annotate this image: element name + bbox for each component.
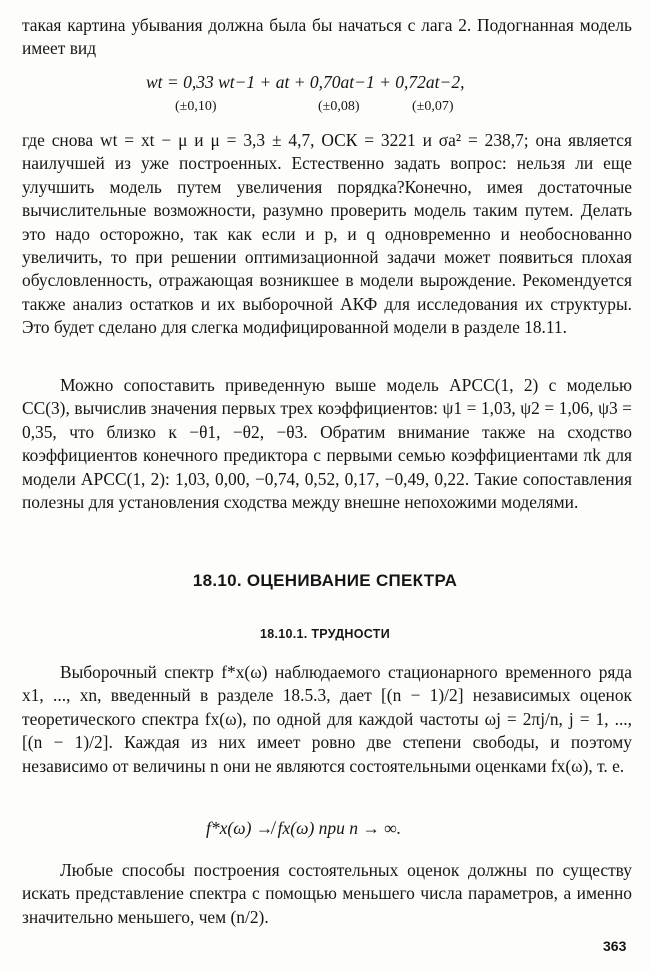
standard-error-1: (±0,10) <box>175 99 217 114</box>
paragraph-comparison: Можно сопоставить приведенную выше модель АРСС(1, 2) с моделью СС(3), вычислив значения первых трех коэффициентов: ψ1 = 1,03, ψ2 = 1,06, ψ3 = 0,35, что близко к −θ1, −θ2, −θ3. Обратим внимание также на сходство коэффициентов конечного предиктора с первыми семью коэффициентами πk для модели АРСС(1, 2): 1,03, 0,00, −0,74, 0,52, 0,17, −0,49, 0,22. Такие сопоставления полезны для установления сходства между внешне непохожими моделями. <box>22 375 632 513</box>
subsection-title: 18.10.1. ТРУДНОСТИ <box>260 627 390 641</box>
page-number: 363 <box>603 938 627 954</box>
standard-error-3: (±0,07) <box>412 99 454 114</box>
paragraph-sample-spectrum: Выборочный спектр f*x(ω) наблюдаемого стационарного временного ряда x1, ..., xn, введенный в разделе 18.5.3, дает [(n − 1)/2] независимых оценок теоретического спектра fx(ω), по одной для каждой частоты ωj = 2πj/n, j = 1, ..., [(n − 1)/2]. Каждая из них имеет ровно две степени свободы, и поэтому независимо от величины n они не являются состоятельными оценками fx(ω), т. е. <box>22 662 632 776</box>
standard-error-2: (±0,08) <box>318 99 360 114</box>
paragraph-model-discussion: где снова wt = xt − μ и μ = 3,3 ± 4,7, ОСК = 3221 и σa² = 238,7; она является наилучшей из уже построенных. Естественно задать вопрос: нельзя ли еще улучшить модель путем увеличения порядка?Конечно, имея достаточные вычислительные возможности, разумно проверить модель таким путем. Делать это надо осторожно, так как если и p, и q одновременно и необоснованно увеличить, то при решении оптимизационной задачи может появиться плохая обусловленность, отражающая возникшее в модели вырождение. Рекомендуется также анализ остатков и их выборочной АКФ для исследования их структуры. Это будет сделано для слегка модифицированной модели в разделе 18.11. <box>22 130 632 338</box>
paragraph-consistent-estimates: Любые способы построения состоятельных оценок должны по существу искать представление спектра с помощью меньшего числа параметров, а именно значительно меньшего, чем (n/2). <box>22 860 632 927</box>
paragraph-intro: такая картина убывания должна была бы начаться с лага 2. Подогнанная модель имеет вид <box>22 15 632 59</box>
section-title: 18.10. ОЦЕНИВАНИЕ СПЕКТРА <box>192 571 458 590</box>
formula-model: wt = 0,33 wt−1 + at + 0,70at−1 + 0,72at−2, <box>146 72 465 92</box>
formula-inconsistency: f*x(ω) ↛ fx(ω) при n → ∞. <box>206 818 402 838</box>
